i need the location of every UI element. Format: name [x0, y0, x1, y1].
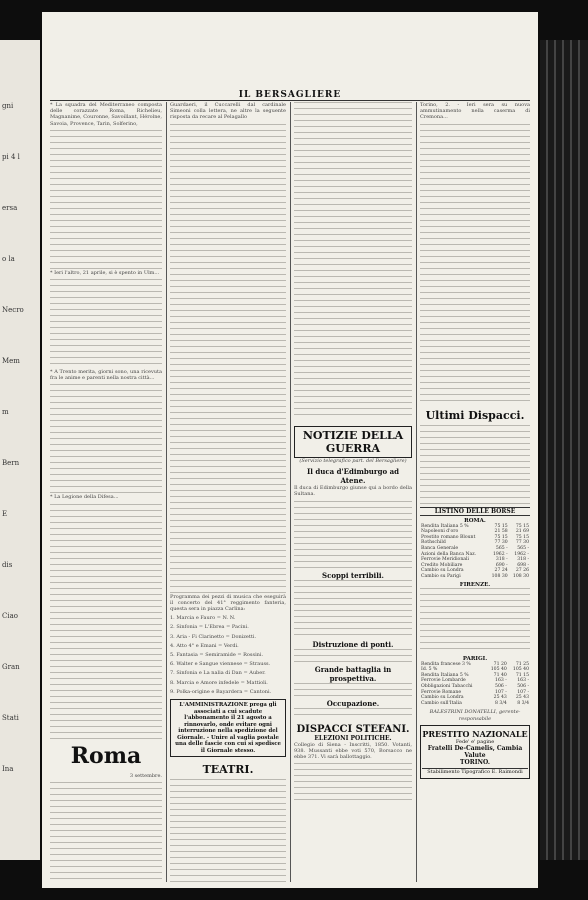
roma-dateline: 3 settembre. — [129, 772, 162, 779]
battaglia-heading: Grande battaglia in prospettiva. — [314, 664, 392, 683]
strip-fragment: Gran — [2, 663, 20, 671]
column-1 — [50, 102, 162, 882]
stock-value: 1962 - — [514, 551, 529, 557]
dispacci-stefani-heading: DISPACCI STEFANI. — [296, 723, 410, 735]
strip-fragment: o la — [2, 255, 15, 263]
stock-value: 75 15 — [494, 523, 508, 529]
stock-value: 105 40 — [512, 667, 529, 673]
col1-item-trento: * A Trento merita, giorni sono, una ricevuta fra le anime e parenti nella nostra città... — [50, 369, 162, 382]
stock-name: Obbligazioni Tabacchi — [421, 683, 473, 689]
strip-fragment: Ina — [2, 765, 14, 773]
stock-name: Cambio su Parigi — [421, 573, 461, 579]
program-item: 3. Aria - Fi Clarinetto = Donizetti. — [170, 633, 257, 640]
stock-value: 163 - — [495, 678, 507, 684]
stock-name: Rothschild — [421, 540, 446, 546]
stock-name: Napoleoni d'oro — [421, 529, 459, 535]
stock-value: 690 - — [495, 562, 508, 568]
stock-value: 107 - — [495, 689, 507, 695]
book-edge — [540, 40, 588, 860]
stock-value: 565 - — [517, 545, 529, 551]
stock-name: Cambio sull'Italia — [421, 700, 462, 706]
stock-value: 8 3/4 — [517, 700, 529, 706]
program-item: 6. Walter e Sangue viennese = Strauss. — [170, 661, 271, 668]
prestito-ad — [420, 725, 530, 779]
page-masthead: IL BERSAGLIERE — [238, 90, 342, 100]
ad-firm: Fratelli De-Camelis, Cambia Valute — [427, 744, 523, 759]
stock-value: 27 24 — [494, 568, 508, 574]
stock-value: 108 30 — [512, 573, 529, 579]
strip-fragment: ersa — [2, 204, 18, 212]
stock-name: Azioni della Banca Naz. — [421, 551, 477, 557]
strip-fragment: pi 4 l — [2, 153, 20, 161]
stock-value: 71 15 — [515, 672, 529, 678]
stock-name: Rendita francese 3 % — [421, 661, 471, 667]
program-item: 9. Polka-origine e Bayardera = Cantoni. — [170, 688, 272, 695]
strip-fragment: dis — [2, 561, 13, 569]
notizie-guerra-heading: NOTIZIE DELLA GUERRA — [294, 426, 412, 458]
stock-value: 8 3/4 — [495, 700, 507, 706]
listino-borse-heading: LISTINO DELLE BORSE — [420, 507, 530, 516]
program-item: 4. Atto 4° e Emani = Verdi. — [170, 642, 239, 649]
section-roma: Roma — [70, 742, 142, 769]
stock-value: 77 30 — [494, 540, 508, 546]
strip-fragment: E — [2, 510, 8, 518]
stock-value: 1962 - — [492, 551, 508, 557]
elezioni-text: Collegio di Siena - Inscritti, 1850. Votanti, 938. Mussanti ebbe voti 570, Borsacco ne ebbe 371. Vi sarà ballottaggio. — [294, 741, 412, 761]
stock-name: Banca Generale — [421, 545, 459, 551]
stock-value: 108 30 — [491, 573, 508, 579]
stock-value: 25 43 — [515, 695, 529, 701]
masthead-rule — [50, 100, 530, 101]
ad-footer: Stabilimento Tipografico E. Raimondi — [422, 768, 528, 775]
stock-row — [420, 701, 530, 707]
distruzione-heading: Distruzione di ponti. — [312, 639, 394, 649]
ad-city: TORINO. — [460, 758, 490, 766]
parigi-stock-table — [420, 662, 530, 707]
stock-value: 71 20 — [493, 661, 507, 667]
stock-name: Id. 5 % — [421, 667, 438, 673]
stock-value: 75 15 — [494, 534, 508, 540]
stock-name: Ferrovie Meridionali — [421, 557, 469, 563]
stock-value: 71 40 — [493, 672, 507, 678]
program-item: 2. Sinfonia = L'Ebrea = Pacini. — [170, 624, 249, 631]
stock-value: 75 15 — [515, 534, 529, 540]
program-item: 8. Marcia e Amore infedele = Mattioli. — [170, 679, 268, 686]
strip-fragment: gni — [2, 102, 14, 110]
stock-value: 77 30 — [515, 540, 529, 546]
strip-fragment: Mem — [2, 357, 20, 365]
stock-value: 318 - — [517, 557, 529, 563]
amministrazione-notice: L'AMMINISTRAZIONE prega gli associati a cui scadute l'abbonamento il 21 agosto a rinnovarlo, onde evitare ogni interruzione nella spedizione del Giornale. - Unire al vaglia postale una delle fascie con cui si spedisce il Giornale stesso. — [170, 699, 286, 757]
roma-stocks-heading: ROMA. — [464, 517, 486, 524]
ultimi-dispacci-heading: Ultimi Dispacci. — [425, 408, 525, 422]
stock-name: Rendita Italiana 5 % — [421, 672, 469, 678]
ad-subtitle: Fede' e' pagine — [455, 738, 495, 745]
column-3 — [294, 102, 412, 882]
stock-value: 506 - — [517, 683, 529, 689]
stock-name: Cambio su Londra — [421, 695, 464, 701]
gerente-line: BALESTRINI DONATELLI, gerente-responsabile — [429, 709, 521, 722]
duca-heading: Il duca d'Edimburgo ad Atene. — [306, 467, 400, 486]
program-item: 7. Sinfonia e La nalia di Dan = Auber. — [170, 670, 266, 677]
stock-value: 565 - — [495, 545, 508, 551]
strip-fragment: m — [2, 408, 9, 416]
stock-name: Credito Mobiliare — [421, 562, 463, 568]
stock-value: 21 58 — [494, 529, 508, 535]
elezioni-heading: ELEZIONI POLITICHE. — [314, 734, 392, 742]
programma-heading: Programma dei pezzi di musica che eseguirà il concerto del 41° reggimento fanteria, questa sera in piazza Carlina: — [170, 593, 286, 613]
program-item: 1. Marcia e Fauro = N. N. — [170, 615, 236, 622]
col1-item-legione: * La Legione della Difesa... — [50, 494, 119, 501]
column-2 — [170, 102, 286, 882]
stock-name: Rendita Italiana 5 % — [421, 523, 469, 529]
col1-opening: * La squadra del Mediterraneo composta delle corazzate Roma, Richelieu, Magnanime, Couronne, Savoillant, Hérolne, Savoia, Provence, Tarin, Solferino, — [50, 102, 162, 127]
stock-value: 75 15 — [515, 523, 529, 529]
stock-value: 107 - — [517, 689, 529, 695]
strip-fragment: Stati — [2, 714, 19, 722]
strip-fragment: Bern — [2, 459, 20, 467]
stock-name: Prestito romano Blount — [421, 534, 476, 540]
column-4 — [420, 102, 530, 882]
firenze-stocks-heading: FIRENZE. — [459, 581, 491, 588]
program-item: 5. Fantasia = Semiramide = Rossini. — [170, 652, 264, 659]
col1-item-ulm: * Ieri l'altro, 21 aprile, si è spento in Ulm... — [50, 269, 160, 276]
teatri-heading: TEATRI. — [202, 763, 254, 777]
stock-value: 25 43 — [493, 695, 507, 701]
duca-text: Il duca di Edimburgo giunse qui a bordo della Sultana. — [294, 485, 412, 498]
ad-title: PRESTITO NAZIONALE — [422, 728, 528, 739]
program-list — [170, 615, 286, 695]
adjacent-page-strip — [0, 40, 40, 860]
stock-value: 105 40 — [490, 667, 507, 673]
stock-value: 71 25 — [515, 661, 529, 667]
col2-opening: Guardaeri, il Cuccarelli dal cardinale Simeoni colla lettera, ne altre la seguente risposta da recare al Pelagallo — [170, 102, 286, 121]
stock-row — [420, 574, 530, 580]
stock-value: 318 - — [495, 557, 508, 563]
stock-name: Ferrovie Romane — [421, 689, 462, 695]
strip-fragment: Ciao — [2, 612, 18, 620]
stock-value: 506 - — [495, 683, 507, 689]
stock-name: Cambio su Londra — [421, 568, 464, 574]
stock-value: 21 69 — [515, 529, 529, 535]
stock-name: Ferrovie Lombarde — [421, 678, 466, 684]
col4-opening: Torino, 2. - Ieri sera su nuova ammutinamento nella caserma di Cremona... — [420, 102, 530, 121]
strip-fragment: Necro — [2, 306, 24, 314]
roma-stock-table — [420, 524, 530, 580]
stock-value: 27 26 — [515, 568, 529, 574]
stock-value: 163 - — [517, 678, 529, 684]
occupazione-heading: Occupazione. — [326, 698, 380, 708]
newspaper-page — [42, 12, 538, 888]
notizie-subtitle: (Servizio telegrafico part. del Bersagliere) — [299, 458, 407, 464]
parigi-stocks-heading: PARIGI. — [462, 655, 488, 662]
stock-value: 698 - — [517, 562, 529, 568]
scoppi-heading: Scoppi terribili. — [322, 570, 384, 580]
